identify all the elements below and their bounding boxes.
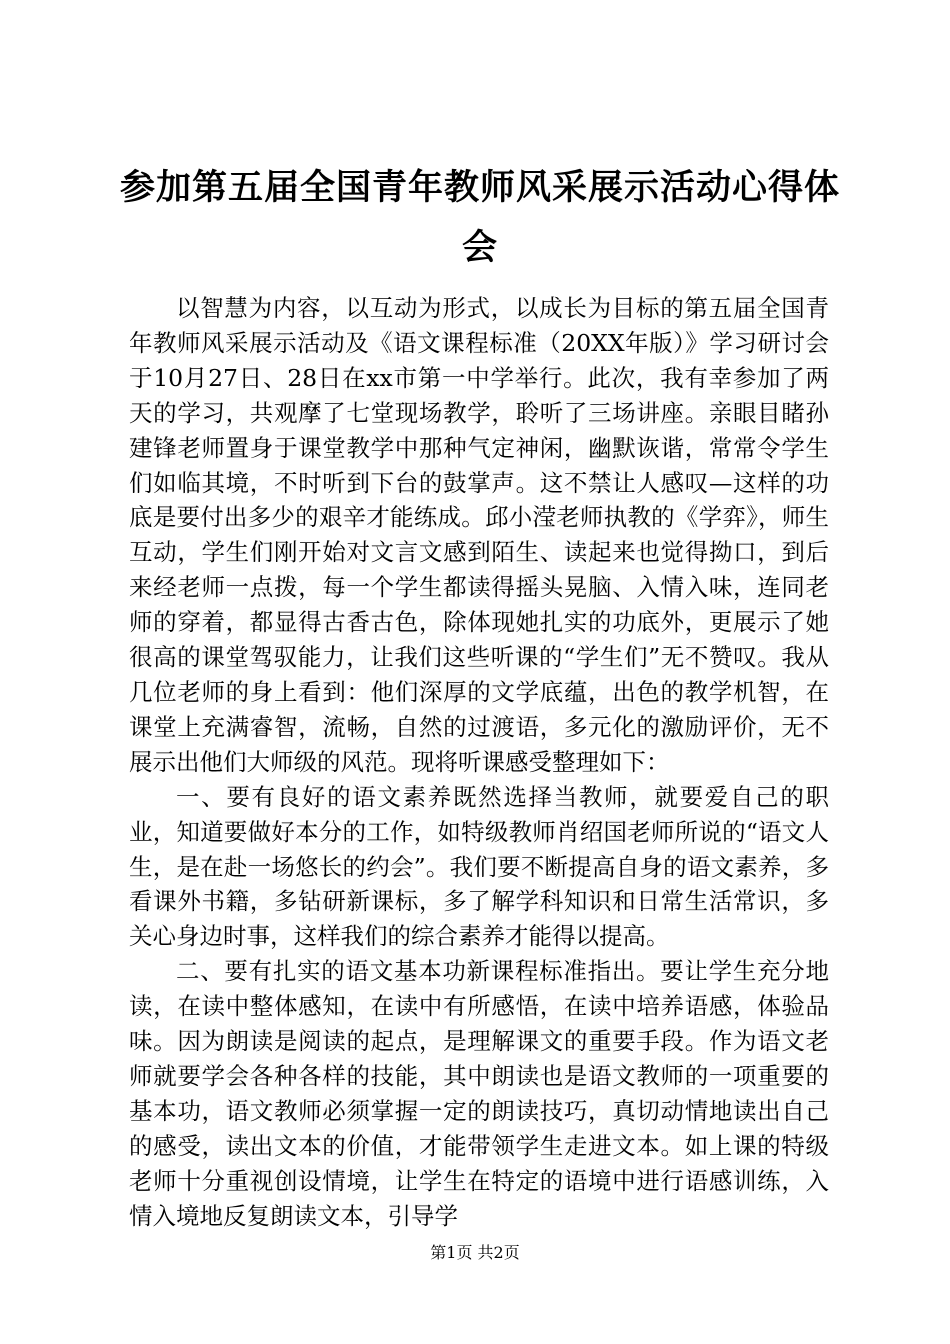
paragraph-section-2: 二、要有扎实的语文基本功新课程标准指出。要让学生充分地读，在读中整体感知，在读中有所感悟，在读中培养语感，体验品味。因为朗读是阅读的起点，是理解课文的重要手段。作为语文老师就要学会各种各样的技能，其中朗读也是语文教师的一项重要的基本功，语文教师必须掌握一定的朗读技巧，真切动情地读出自己的感受，读出文本的价值，才能带领学生走进文本。如上课的特级老师十分重视创设情境，让学生在特定的语境中进行语感训练，入情入境地反复朗读文本，引导学 bbox=[129, 957, 829, 1230]
paragraph-intro: 以智慧为内容，以互动为形式，以成长为目标的第五届全国青年教师风采展示活动及《语文课程标准（20XX年版）》学习研讨会于10月27日、28日在xx市第一中学举行。此次，我有幸参加了两天的学习，共观摩了七堂现场教学，聆听了三场讲座。亲眼目睹孙建锋老师置身于课堂教学中那种气定神闲，幽默诙谐，常常令学生们如临其境，不时听到下台的鼓掌声。这不禁让人感叹—这样的功底是要付出多少的艰辛才能练成。邱小滢老师执教的《学弈》，师生互动，学生们刚开始对文言文感到陌生、读起来也觉得拗口，到后来经老师一点拨，每一个学生都读得摇头晃脑、入情入味，连同老师的穿着，都显得古香古色，除体现她扎实的功底外，更展示了她很高的课堂驾驭能力，让我们这些听课的“学生们”无不赞叹。我从几位老师的身上看到：他们深厚的文学底蕴，出色的教学机智，在课堂上充满睿智，流畅，自然的过渡语，多元化的激励评价，无不展示出他们大师级的风范。现将听课感受整理如下： bbox=[129, 294, 829, 776]
document-body bbox=[129, 291, 829, 1233]
paragraph-section-1: 一、要有良好的语文素养既然选择当教师，就要爱自己的职业，知道要做好本分的工作，如特级教师肖绍国老师所说的“语文人生，是在赴一场悠长的约会”。我们要不断提高自身的语文素养，多看课外书籍，多钻研新课标，多了解学科知识和日常生活常识，多关心身边时事，这样我们的综合素养才能得以提高。 bbox=[129, 782, 829, 951]
document-title: 参加第五届全国青年教师风采展示活动心得体会 bbox=[120, 168, 841, 268]
page-number-footer: 第1页 共2页 bbox=[430, 1243, 520, 1262]
